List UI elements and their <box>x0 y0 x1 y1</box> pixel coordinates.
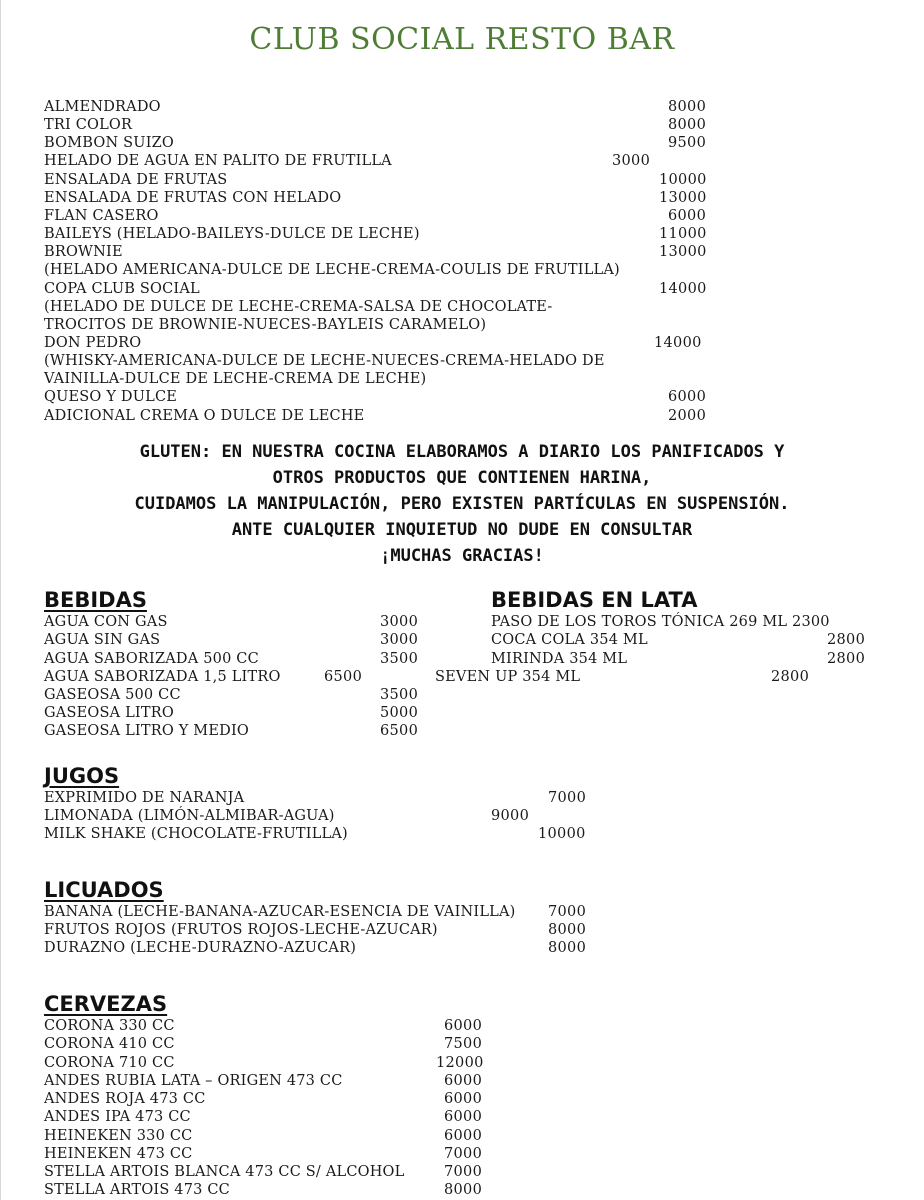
menu-item-price: 2800 <box>827 651 866 667</box>
menu-item-price: 6000 <box>444 1091 483 1107</box>
menu-item-name: ENSALADA DE FRUTAS <box>44 172 228 188</box>
menu-item-price: 7500 <box>444 1036 483 1052</box>
menu-item-name: COCA COLA 354 ML <box>491 632 648 648</box>
menu-item-price: 8000 <box>668 99 707 115</box>
menu-item-price: 9000 <box>491 808 530 824</box>
menu-item-name: AGUA CON GAS <box>44 614 168 630</box>
menu-item-name: FRUTOS ROJOS (FRUTOS ROJOS-LECHE-AZUCAR) <box>44 922 438 938</box>
menu-item-name: ADICIONAL CREMA O DULCE DE LECHE <box>44 408 365 424</box>
notice-line: CUIDAMOS LA MANIPULACIÓN, PERO EXISTEN PARTÍCULAS EN SUSPENSIÓN. <box>134 494 790 514</box>
section-heading-bebidas-en-lata: BEBIDAS EN LATA <box>491 588 698 612</box>
menu-item-price: 6500 <box>380 723 419 739</box>
menu-item-price: 3500 <box>380 651 419 667</box>
menu-item-price: 3000 <box>380 614 419 630</box>
menu-item-name: STELLA ARTOIS 473 CC <box>44 1182 230 1198</box>
menu-item-name: ANDES RUBIA LATA – ORIGEN 473 CC <box>44 1073 343 1089</box>
menu-item-price: 14000 <box>659 281 707 297</box>
section-heading-bebidas: BEBIDAS <box>44 588 147 612</box>
menu-item-name: CORONA 710 CC <box>44 1055 175 1071</box>
menu-item-price: 2000 <box>668 408 707 424</box>
menu-item-name: SEVEN UP 354 ML <box>435 669 581 685</box>
menu-item-price: 9500 <box>668 135 707 151</box>
menu-item-price: 8000 <box>548 940 587 956</box>
menu-item-name: ANDES IPA 473 CC <box>44 1109 191 1125</box>
menu-item-price: 10000 <box>538 826 586 842</box>
menu-item-name: GASEOSA LITRO <box>44 705 174 721</box>
menu-item-price: 8000 <box>668 117 707 133</box>
section-heading-cervezas: CERVEZAS <box>44 992 168 1016</box>
menu-item-description: (WHISKY-AMERICANA-DULCE DE LECHE-NUECES-CREMA-HELADO DE <box>44 353 605 369</box>
menu-item-name: AGUA SABORIZADA 500 CC <box>44 651 259 667</box>
menu-item-price: 7000 <box>548 904 587 920</box>
menu-item-description: VAINILLA-DULCE DE LECHE-CREMA DE LECHE) <box>44 371 427 387</box>
menu-item-price: 7000 <box>444 1164 483 1180</box>
menu-item-price: 6000 <box>444 1018 483 1034</box>
menu-item-price: 6000 <box>668 208 707 224</box>
menu-item-price: 6000 <box>444 1073 483 1089</box>
menu-item-price: 6000 <box>444 1128 483 1144</box>
menu-item-name: LIMONADA (LIMÓN-ALMIBAR-AGUA) <box>44 808 335 824</box>
menu-item-name: ENSALADA DE FRUTAS CON HELADO <box>44 190 342 206</box>
menu-item-price: 3000 <box>612 153 651 169</box>
menu-item-name: AGUA SIN GAS <box>44 632 161 648</box>
menu-item-name: BANANA (LECHE-BANANA-AZUCAR-ESENCIA DE VAINILLA) <box>44 904 516 920</box>
notice-line: OTROS PRODUCTOS QUE CONTIENEN HARINA, <box>272 468 652 488</box>
menu-item-name: FLAN CASERO <box>44 208 159 224</box>
menu-item-name: ANDES ROJA 473 CC <box>44 1091 206 1107</box>
menu-item-price: 11000 <box>659 226 707 242</box>
menu-item-name: MILK SHAKE (CHOCOLATE-FRUTILLA) <box>44 826 348 842</box>
menu-item-price: 12000 <box>436 1055 484 1071</box>
menu-item-name: BROWNIE <box>44 244 123 260</box>
menu-item-price: 8000 <box>444 1182 483 1198</box>
menu-item-name: MIRINDA 354 ML <box>491 651 628 667</box>
menu-item-price: 2800 <box>771 669 810 685</box>
menu-item-name: HEINEKEN 330 CC <box>44 1128 193 1144</box>
menu-item-description: (HELADO DE DULCE DE LECHE-CREMA-SALSA DE CHOCOLATE- <box>44 299 553 315</box>
menu-item-name: AGUA SABORIZADA 1,5 LITRO <box>44 669 281 685</box>
notice-line: ANTE CUALQUIER INQUIETUD NO DUDE EN CONSULTAR <box>231 520 693 540</box>
menu-item-name: DURAZNO (LECHE-DURAZNO-AZUCAR) <box>44 940 357 956</box>
menu-item-price: 2800 <box>827 632 866 648</box>
notice-line: ¡MUCHAS GRACIAS! <box>380 546 544 566</box>
menu-item-name: HEINEKEN 473 CC <box>44 1146 193 1162</box>
menu-item-name: GASEOSA 500 CC <box>44 687 181 703</box>
menu-item-price: 7000 <box>548 790 587 806</box>
menu-item-price: 5000 <box>380 705 419 721</box>
menu-item-name: BOMBON SUIZO <box>44 135 175 151</box>
menu-item-name: BAILEYS (HELADO-BAILEYS-DULCE DE LECHE) <box>44 226 420 242</box>
menu-item-name: EXPRIMIDO DE NARANJA <box>44 790 245 806</box>
menu-item-name: CORONA 330 CC <box>44 1018 175 1034</box>
menu-item-price: 7000 <box>444 1146 483 1162</box>
menu-item-price: 8000 <box>548 922 587 938</box>
menu-item-name: CORONA 410 CC <box>44 1036 175 1052</box>
section-heading-jugos: JUGOS <box>44 764 120 788</box>
menu-item-name: PASO DE LOS TOROS TÓNICA 269 ML 2300 <box>491 614 830 630</box>
page-left-border <box>0 0 1 1200</box>
menu-item-name: GASEOSA LITRO Y MEDIO <box>44 723 249 739</box>
menu-item-name: QUESO Y DULCE <box>44 389 178 405</box>
notice-line: GLUTEN: EN NUESTRA COCINA ELABORAMOS A DIARIO LOS PANIFICADOS Y <box>139 442 785 462</box>
menu-item-price: 10000 <box>659 172 707 188</box>
menu-item-name: COPA CLUB SOCIAL <box>44 281 200 297</box>
menu-item-name: TRI COLOR <box>44 117 133 133</box>
menu-item-price: 14000 <box>654 335 702 351</box>
menu-item-name: DON PEDRO <box>44 335 142 351</box>
menu-item-description: TROCITOS DE BROWNIE-NUECES-BAYLEIS CARAMELO) <box>44 317 487 333</box>
menu-item-name: STELLA ARTOIS BLANCA 473 CC S/ ALCOHOL <box>44 1164 405 1180</box>
menu-item-name: HELADO DE AGUA EN PALITO DE FRUTILLA <box>44 153 392 169</box>
menu-item-price: 6500 <box>324 669 363 685</box>
menu-item-price: 13000 <box>659 190 707 206</box>
page-title: CLUB SOCIAL RESTO BAR <box>249 22 675 57</box>
menu-item-price: 3000 <box>380 632 419 648</box>
menu-item-description: (HELADO AMERICANA-DULCE DE LECHE-CREMA-COULIS DE FRUTILLA) <box>44 262 620 278</box>
menu-item-price: 13000 <box>659 244 707 260</box>
menu-item-price: 3500 <box>380 687 419 703</box>
menu-item-name: ALMENDRADO <box>44 99 161 115</box>
section-heading-licuados: LICUADOS <box>44 878 164 902</box>
menu-item-price: 6000 <box>668 389 707 405</box>
menu-item-price: 6000 <box>444 1109 483 1125</box>
